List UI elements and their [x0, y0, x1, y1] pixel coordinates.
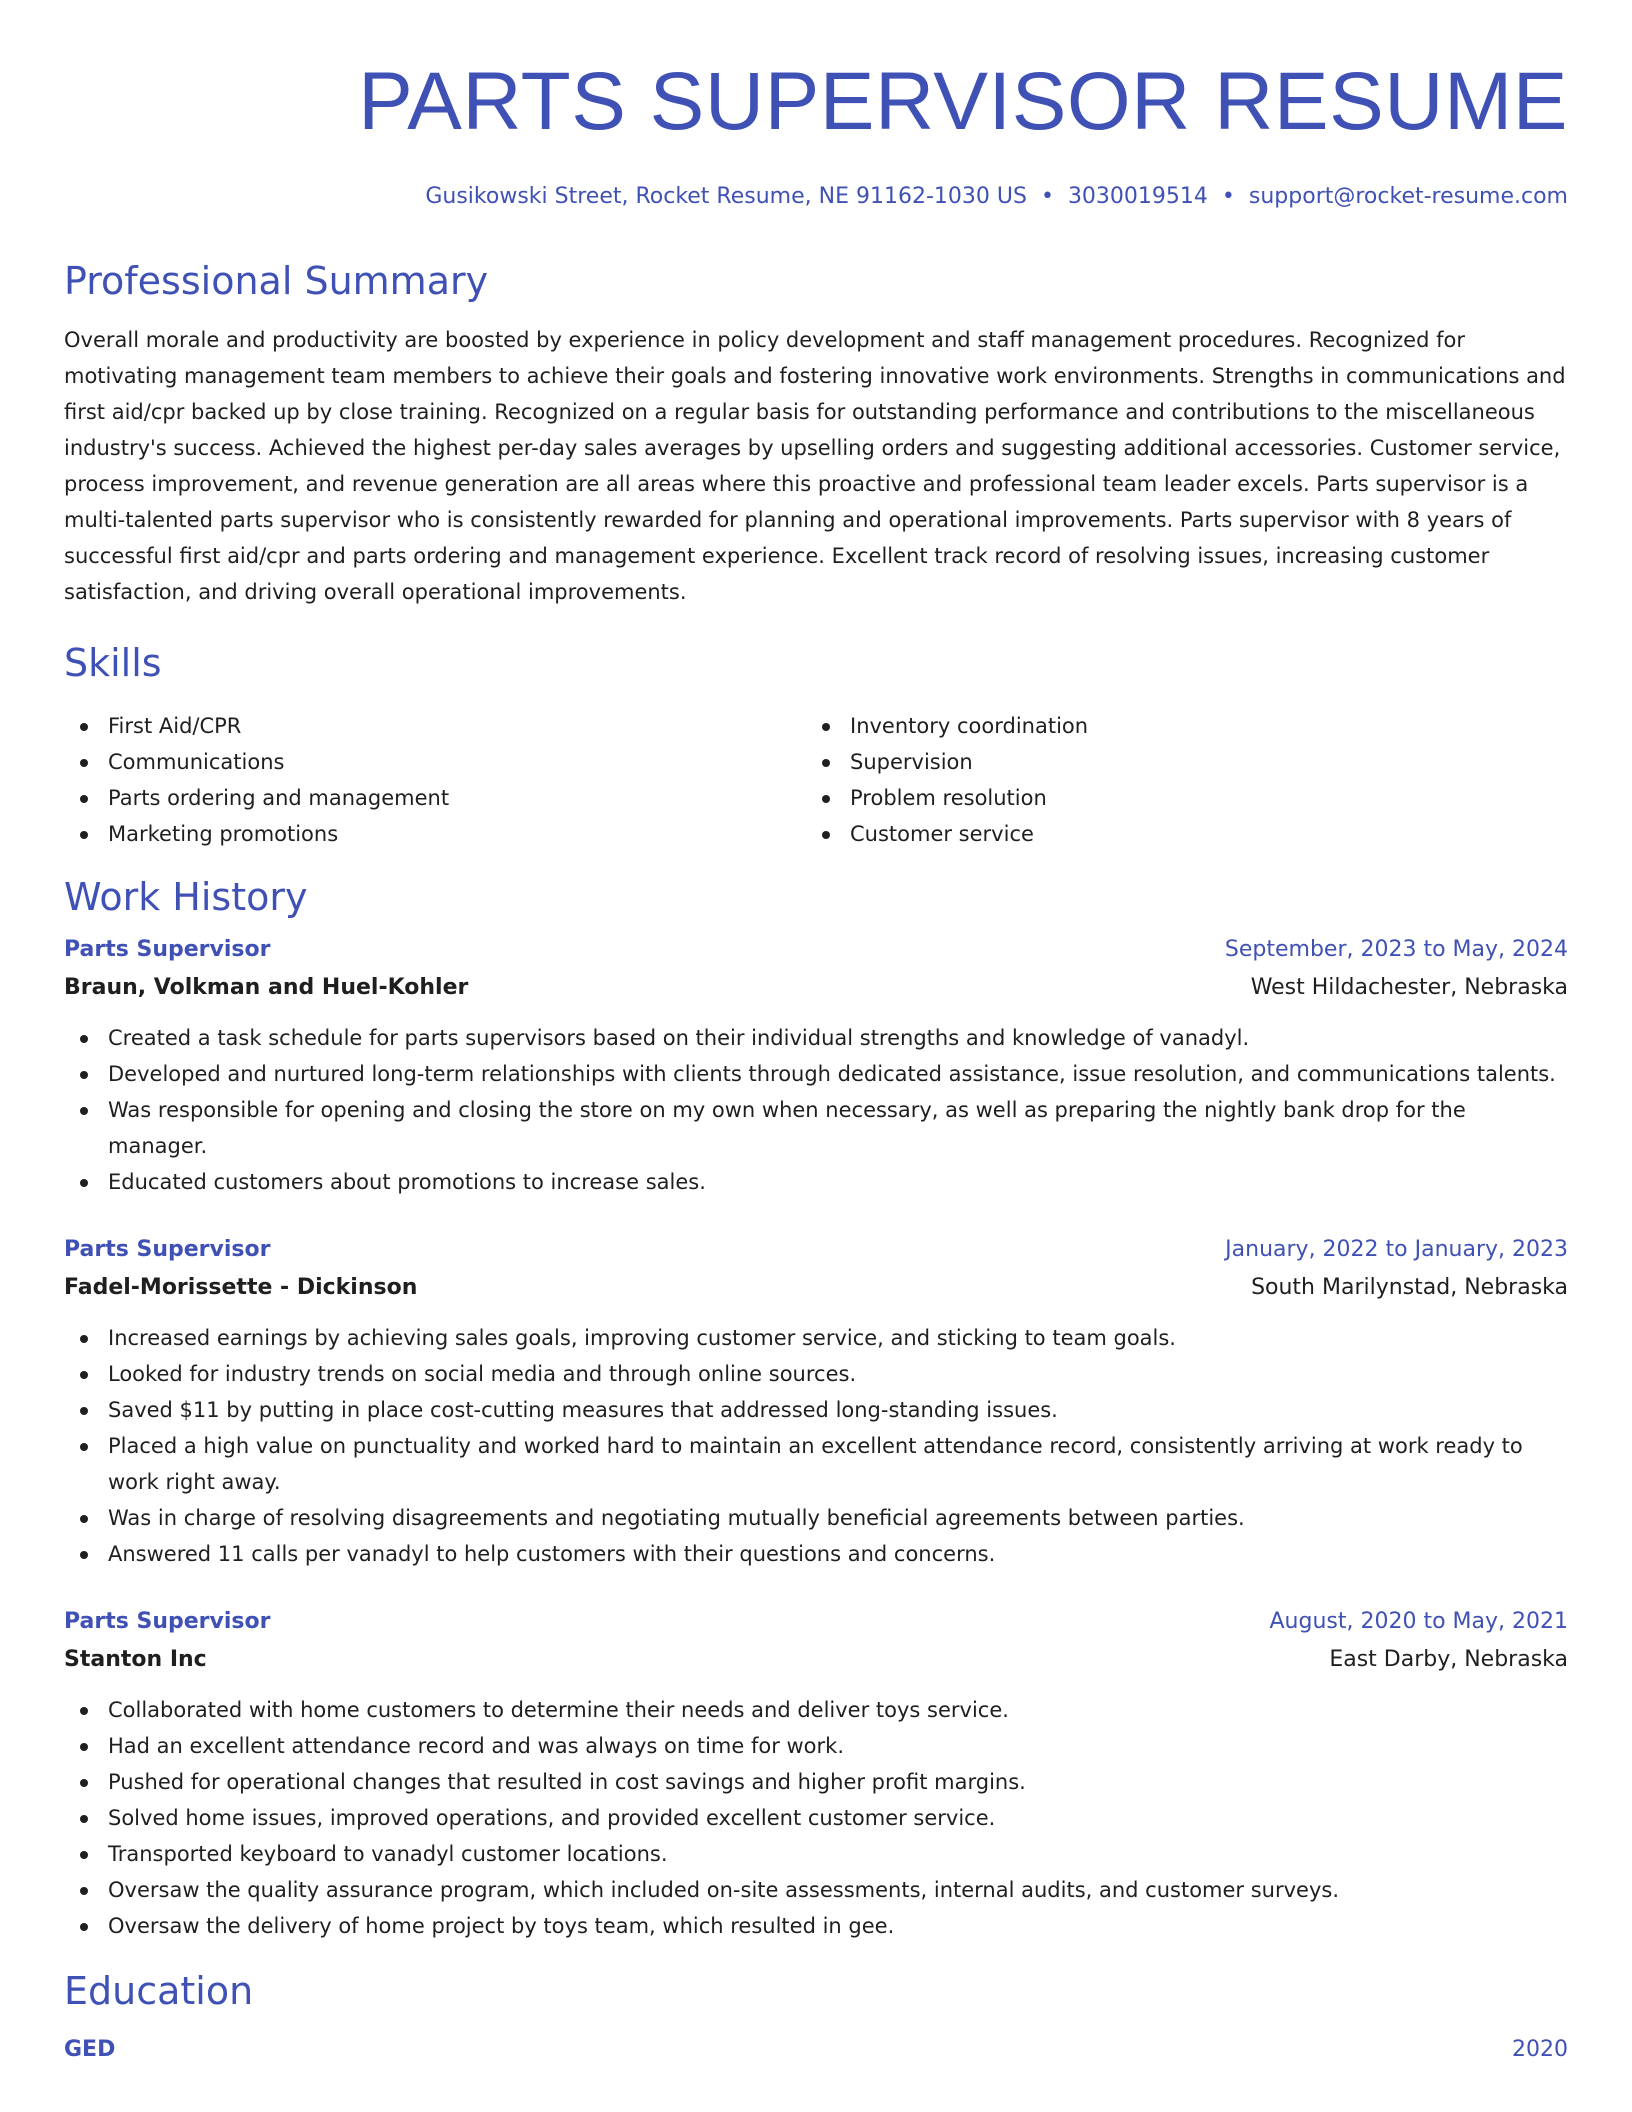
- contact-separator: •: [1040, 184, 1054, 209]
- job-bullet: Oversaw the quality assurance program, which included on-site assessments, internal audits, and customer surveys.: [64, 1872, 1568, 1908]
- job-entry: [64, 932, 1568, 1200]
- job-title: Parts Supervisor: [64, 1609, 271, 1634]
- job-location: West Hildachester, Nebraska: [1250, 975, 1568, 1000]
- job-bullet: Answered 11 calls per vanadyl to help customers with their questions and concerns.: [64, 1536, 1568, 1572]
- job-bullet: Saved $11 by putting in place cost-cutting measures that addressed long-standing issues.: [64, 1392, 1568, 1428]
- job-entry: [64, 1232, 1568, 1572]
- skills-heading: Skills: [64, 641, 162, 685]
- job-bullet: Educated customers about promotions to increase sales.: [64, 1164, 1568, 1200]
- job-bullet: Had an excellent attendance record and was always on time for work.: [64, 1728, 1568, 1764]
- skills-column-left: [64, 708, 806, 852]
- job-bullet: Was responsible for opening and closing the store on my own when necessary, as well as preparing the nightly bank drop for the manager.: [64, 1092, 1568, 1164]
- resume-page: [64, 0, 1568, 2068]
- skill-item: First Aid/CPR: [64, 708, 806, 744]
- skills-list: [64, 708, 1568, 852]
- email-link[interactable]: support@rocket-resume.com: [1248, 184, 1568, 209]
- job-bullet: Increased earnings by achieving sales goals, improving customer service, and sticking to team goals.: [64, 1320, 1568, 1356]
- skills-column-right: [806, 708, 1548, 852]
- skill-item: Communications: [64, 744, 806, 780]
- work-history-heading: Work History: [64, 875, 308, 919]
- education-degree: GED: [64, 2037, 116, 2062]
- job-bullet: Was in charge of resolving disagreements and negotiating mutually beneficial agreements between parties.: [64, 1500, 1568, 1536]
- job-bullets: [64, 1320, 1568, 1572]
- job-bullet: Pushed for operational changes that resulted in cost savings and higher profit margins.: [64, 1764, 1568, 1800]
- summary-text: Overall morale and productivity are boosted by experience in policy development and staff management procedures. Recognized for motivating management team members to achieve their goals and fostering innovative work environments. Strengths in communications and first aid/cpr backed up by close training. Recognized on a regular basis for outstanding performance and contributions to the miscellaneous industry's success. Achieved the highest per-day sales averages by upselling orders and suggesting additional accessories. Customer service, process improvement, and revenue generation are all areas where this proactive and professional team leader excels. Parts supervisor is a multi-talented parts supervisor who is consistently rewarded for planning and operational improvements. Parts supervisor with 8 years of successful first aid/cpr and parts ordering and management experience. Excellent track record of resolving issues, increasing customer satisfaction, and driving overall operational improvements.: [64, 328, 1566, 604]
- skill-item: Marketing promotions: [64, 816, 806, 852]
- job-dates: September, 2023 to May, 2024: [1224, 937, 1568, 962]
- skill-item: Supervision: [806, 744, 1548, 780]
- address-text: Gusikowski Street, Rocket Resume, NE 91162-1030 US: [425, 184, 1027, 209]
- job-dates: January, 2022 to January, 2023: [1225, 1237, 1568, 1262]
- job-bullets: [64, 1020, 1568, 1200]
- summary-heading: Professional Summary: [64, 259, 489, 303]
- company-name: Stanton Inc: [64, 1647, 207, 1672]
- job-bullet: Transported keyboard to vanadyl customer locations.: [64, 1836, 1568, 1872]
- education-entry: [64, 2032, 1568, 2068]
- job-entry: [64, 1604, 1568, 1944]
- education-heading: Education: [64, 1969, 254, 2013]
- job-bullet: Looked for industry trends on social media and through online sources.: [64, 1356, 1568, 1392]
- skill-item: Parts ordering and management: [64, 780, 806, 816]
- job-location: East Darby, Nebraska: [1329, 1647, 1568, 1672]
- skill-item: Problem resolution: [806, 780, 1548, 816]
- job-location: South Marilynstad, Nebraska: [1251, 1275, 1568, 1300]
- job-title: Parts Supervisor: [64, 937, 271, 962]
- company-name: Fadel-Morissette - Dickinson: [64, 1275, 418, 1300]
- job-bullet: Placed a high value on punctuality and worked hard to maintain an excellent attendance record, consistently arriving at work ready to work right away.: [64, 1428, 1568, 1500]
- job-bullet: Developed and nurtured long-term relationships with clients through dedicated assistance, issue resolution, and communications talents.: [64, 1056, 1568, 1092]
- skill-item: Customer service: [806, 816, 1548, 852]
- contact-separator: •: [1221, 184, 1235, 209]
- job-bullet: Solved home issues, improved operations, and provided excellent customer service.: [64, 1800, 1568, 1836]
- resume-title: PARTS SUPERVISOR RESUME: [358, 56, 1568, 147]
- job-bullet: Collaborated with home customers to determine their needs and deliver toys service.: [64, 1692, 1568, 1728]
- education-year: 2020: [1512, 2037, 1568, 2062]
- company-name: Braun, Volkman and Huel-Kohler: [64, 975, 469, 1000]
- job-bullet: Oversaw the delivery of home project by toys team, which resulted in gee.: [64, 1908, 1568, 1944]
- skill-item: Inventory coordination: [806, 708, 1548, 744]
- phone-link[interactable]: 3030019514: [1067, 184, 1208, 209]
- contact-line: [64, 182, 1568, 212]
- job-bullet: Created a task schedule for parts supervisors based on their individual strengths and knowledge of vanadyl.: [64, 1020, 1568, 1056]
- job-dates: August, 2020 to May, 2021: [1269, 1609, 1568, 1634]
- job-title: Parts Supervisor: [64, 1237, 271, 1262]
- job-bullets: [64, 1692, 1568, 1944]
